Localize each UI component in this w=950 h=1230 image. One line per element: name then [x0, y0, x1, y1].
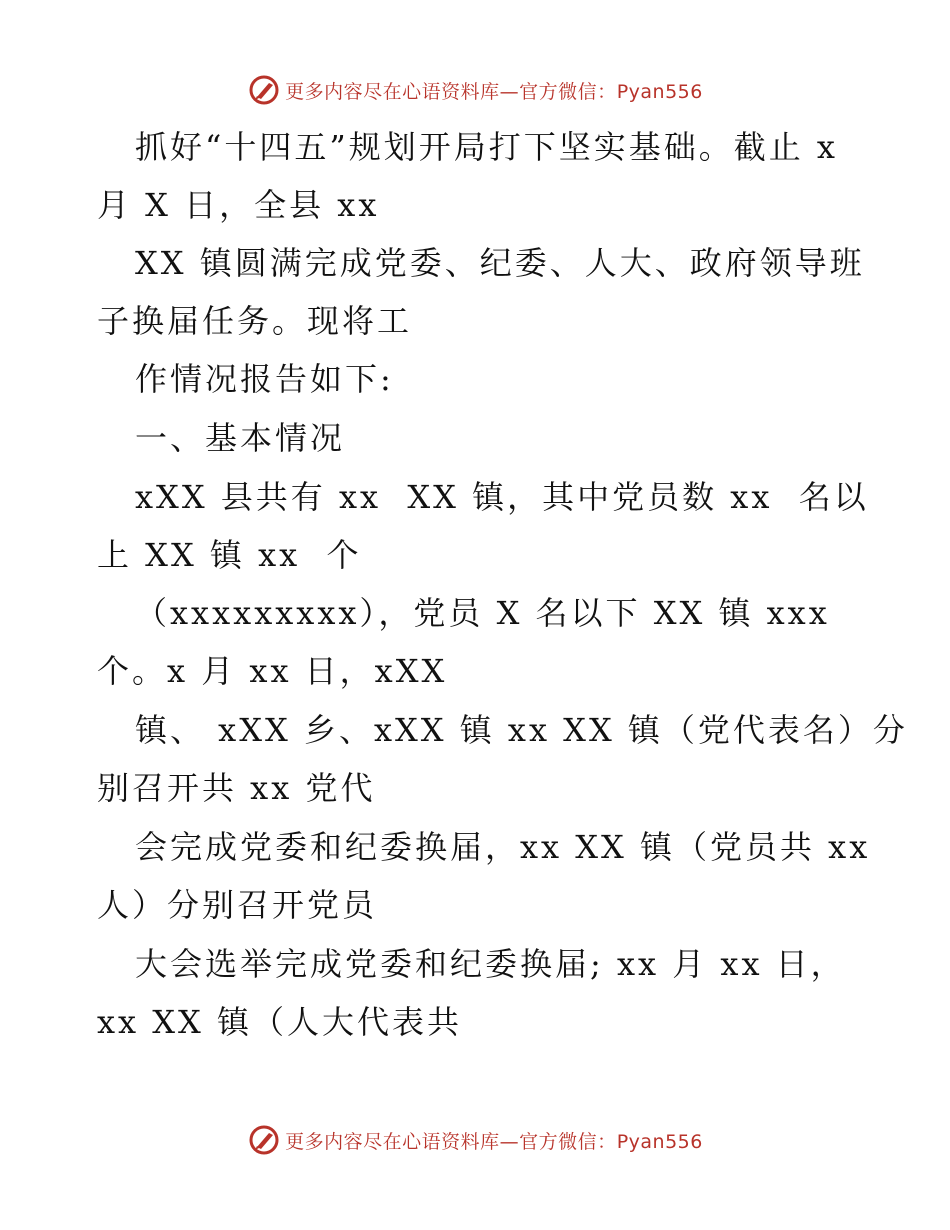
watermark-wechat-id: Pyan556 — [616, 1130, 703, 1153]
text-line: 镇、 xXX 乡、xXX 镇 xx XX 镇（党代表名）分 — [135, 711, 908, 749]
text-line: 个。x 月 xx 日，xXX — [97, 652, 448, 690]
watermark-wechat-id: Pyan556 — [616, 80, 703, 103]
text-line: 大会选举完成党委和纪委换届; xx 月 xx 日， — [135, 945, 846, 983]
footer-watermark-banner — [0, 1120, 950, 1160]
text-line: 子换届任务。现将工 — [97, 302, 413, 340]
text-line: 会完成党委和纪委换届，xx XX 镇（党员共 xx — [135, 828, 871, 866]
watermark-text — [285, 1127, 703, 1154]
text-line: 作情况报告如下: — [135, 360, 394, 398]
watermark-wechat-label: 官方微信： — [519, 1130, 617, 1153]
pen-logo-icon — [247, 73, 281, 107]
text-line: （xxxxxxxxx），党员 X 名以下 XX 镇 xxx — [135, 594, 830, 632]
text-line: 抓好“十四五”规划开局打下坚实基础。截止 x — [135, 128, 838, 166]
text-line: xXX 县共有 xx XX 镇，其中党员数 xx 名以 — [135, 478, 869, 516]
watermark-main: 更多内容尽在心语资料库 — [285, 1130, 500, 1153]
text-line: XX 镇圆满完成党委、纪委、人大、政府领导班 — [135, 244, 865, 282]
section-heading: 一、基本情况 — [135, 419, 346, 457]
watermark-wechat-label: 官方微信： — [519, 80, 617, 103]
text-line: 月 X 日，全县 xx — [97, 186, 380, 224]
text-line: 人）分别召开党员 — [97, 886, 378, 924]
text-line: 上 XX 镇 xx 个 — [97, 536, 362, 574]
header-watermark-banner — [0, 70, 950, 110]
text-line: 别召开共 xx 党代 — [97, 769, 376, 807]
text-line: xx XX 镇（人大代表共 — [97, 1003, 463, 1041]
watermark-dash: — — [499, 80, 520, 103]
watermark-text — [285, 77, 703, 104]
watermark-dash: — — [499, 1130, 520, 1153]
pen-logo-icon — [247, 1123, 281, 1157]
watermark-main: 更多内容尽在心语资料库 — [285, 80, 500, 103]
